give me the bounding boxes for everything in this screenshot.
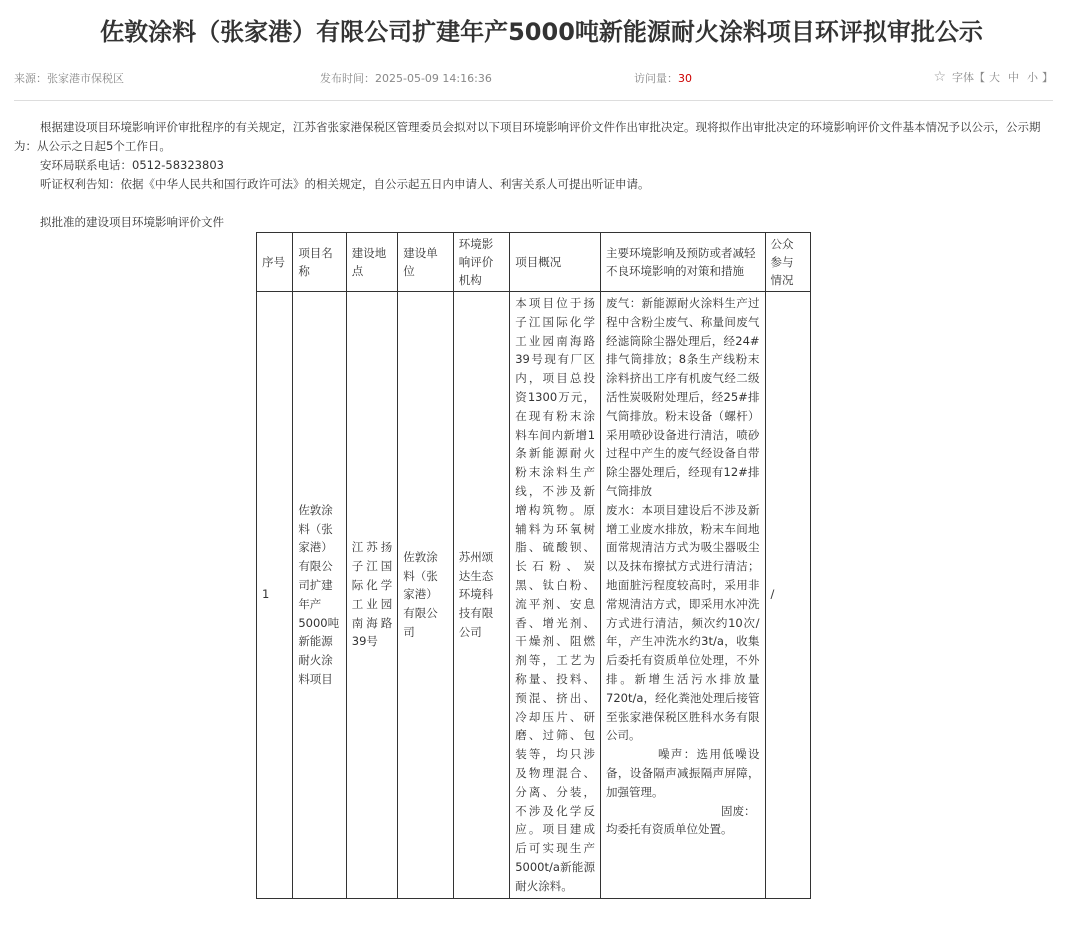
cell-location: 江苏扬子江国际化学工业园南海路39号 — [346, 292, 397, 899]
table-row — [257, 292, 811, 899]
view-count-value: 30 — [678, 72, 692, 85]
intro-paragraph: 根据建设项目环境影响评价审批程序的有关规定，江苏省张家港保税区管理委员会拟对以下项目环境影响评价文件作出审批决定。现将拟作出审批决定的环境影响评价文件基本情况予以公示，公示期为：从公示之日起5个工作日。 — [14, 120, 1041, 153]
article-meta — [14, 70, 1053, 86]
table-header-row — [257, 233, 811, 292]
table-subtitle: 拟批准的建设项目环境影响评价文件 — [40, 215, 224, 229]
publish-date-value: 2025-05-09 14:16:36 — [375, 72, 492, 85]
header-no: 序号 — [257, 233, 293, 292]
measures-water: 废水：本项目建设后不涉及新增工业废水排放，粉末车间地面常规清洁方式为吸尘器吸尘以及抹布擦拭方式进行清洁；地面脏污程度较高时，采用非常规清洁方式，即采用水冲洗方式进行清洁，频次约10次/年，产生冲洗水约3t/a，收集后委托有资质单位处理，不外排。新增生活污水排放量720t/a，经化粪池处理后接管至张家港保税区胜科水务有限公司。 — [606, 502, 760, 743]
cell-overview: 本项目位于扬子江国际化学工业园南海路39号现有厂区内，项目总投资1300万元，在现有粉末涂料车间内新增1条新能源耐火粉末涂料生产线，不涉及新增构筑物。原辅料为环氧树脂、硫酸钡、长石粉、炭黑、钛白粉、流平剂、安息香、增光剂、干燥剂、阻燃剂等，工艺为称量、投料、预混、挤出、冷却压片、研磨、过筛、包装等，均只涉及物理混合、分离、分装，不涉及化学反应。项目建成后可实现生产5000t/a新能源耐火涂料。 — [510, 292, 601, 899]
font-size-control — [933, 69, 1053, 85]
approval-table — [256, 232, 811, 899]
measures-solid: 均委托有资质单位处置。 — [606, 822, 733, 837]
header-location: 建设地点 — [346, 233, 397, 292]
header-public: 公众参与情况 — [765, 233, 810, 292]
cell-agency: 苏州颂达生态环境科技有限公司 — [453, 292, 510, 899]
header-name: 项目名称 — [293, 233, 346, 292]
cell-no: 1 — [257, 292, 293, 899]
header-agency: 环境影响评价机构 — [453, 233, 510, 292]
publish-date — [320, 70, 492, 86]
font-size-end: 】 — [1042, 71, 1053, 84]
page-title: 佐敦涂料（张家港）有限公司扩建年产5000吨新能源耐火涂料项目环评拟审批公示 — [100, 18, 983, 46]
view-count — [634, 70, 692, 86]
cell-unit: 佐敦涂料（张家港）有限公司 — [398, 292, 454, 899]
font-size-label: 字体【 — [952, 71, 985, 84]
contact-phone: 安环局联系电话：0512-58323803 — [40, 158, 224, 172]
cell-measures — [601, 292, 765, 899]
divider — [14, 100, 1053, 101]
header-overview: 项目概况 — [510, 233, 601, 292]
header-measures: 主要环境影响及预防或者减轻不良环境影响的对策和措施 — [601, 233, 765, 292]
measures-solid-label: 固废： — [721, 803, 756, 818]
font-size-medium-button[interactable]: 中 — [1008, 71, 1019, 84]
hearing-notice: 听证权利告知：依据《中华人民共和国行政许可法》的相关规定，自公示起五日内申请人、利害关系人可提出听证申请。 — [40, 177, 650, 191]
font-size-small-button[interactable]: 小 — [1027, 71, 1038, 84]
measures-gas: 废气：新能源耐火涂料生产过程中含粉尘废气、称量间废气经滤筒除尘器处理后，经24#排气筒排放；8条生产线粉末涂料挤出工序有机废气经二级活性炭吸附处理后，经25#排气筒排放。粉末设备（螺杆）采用喷砂设备进行清洁，喷砂过程中产生的废气经设备自带除尘器处理后，经现有12#排气筒排放 — [606, 296, 760, 498]
publish-date-label: 发布时间： — [320, 72, 375, 85]
article-body — [14, 118, 1053, 194]
article-source: 来源：张家港市保税区 — [14, 72, 124, 85]
star-icon[interactable]: ☆ — [933, 69, 946, 85]
measures-noise: 噪声：选用低噪设备，设备隔声减振隔声屏障，加强管理。 — [606, 747, 760, 799]
cell-name: 佐敦涂料（张家港）有限公司扩建年产5000吨新能源耐火涂料项目 — [293, 292, 346, 899]
font-size-large-button[interactable]: 大 — [989, 71, 1000, 84]
view-count-label: 访问量： — [634, 72, 678, 85]
cell-public: / — [765, 292, 810, 899]
header-unit: 建设单位 — [398, 233, 454, 292]
